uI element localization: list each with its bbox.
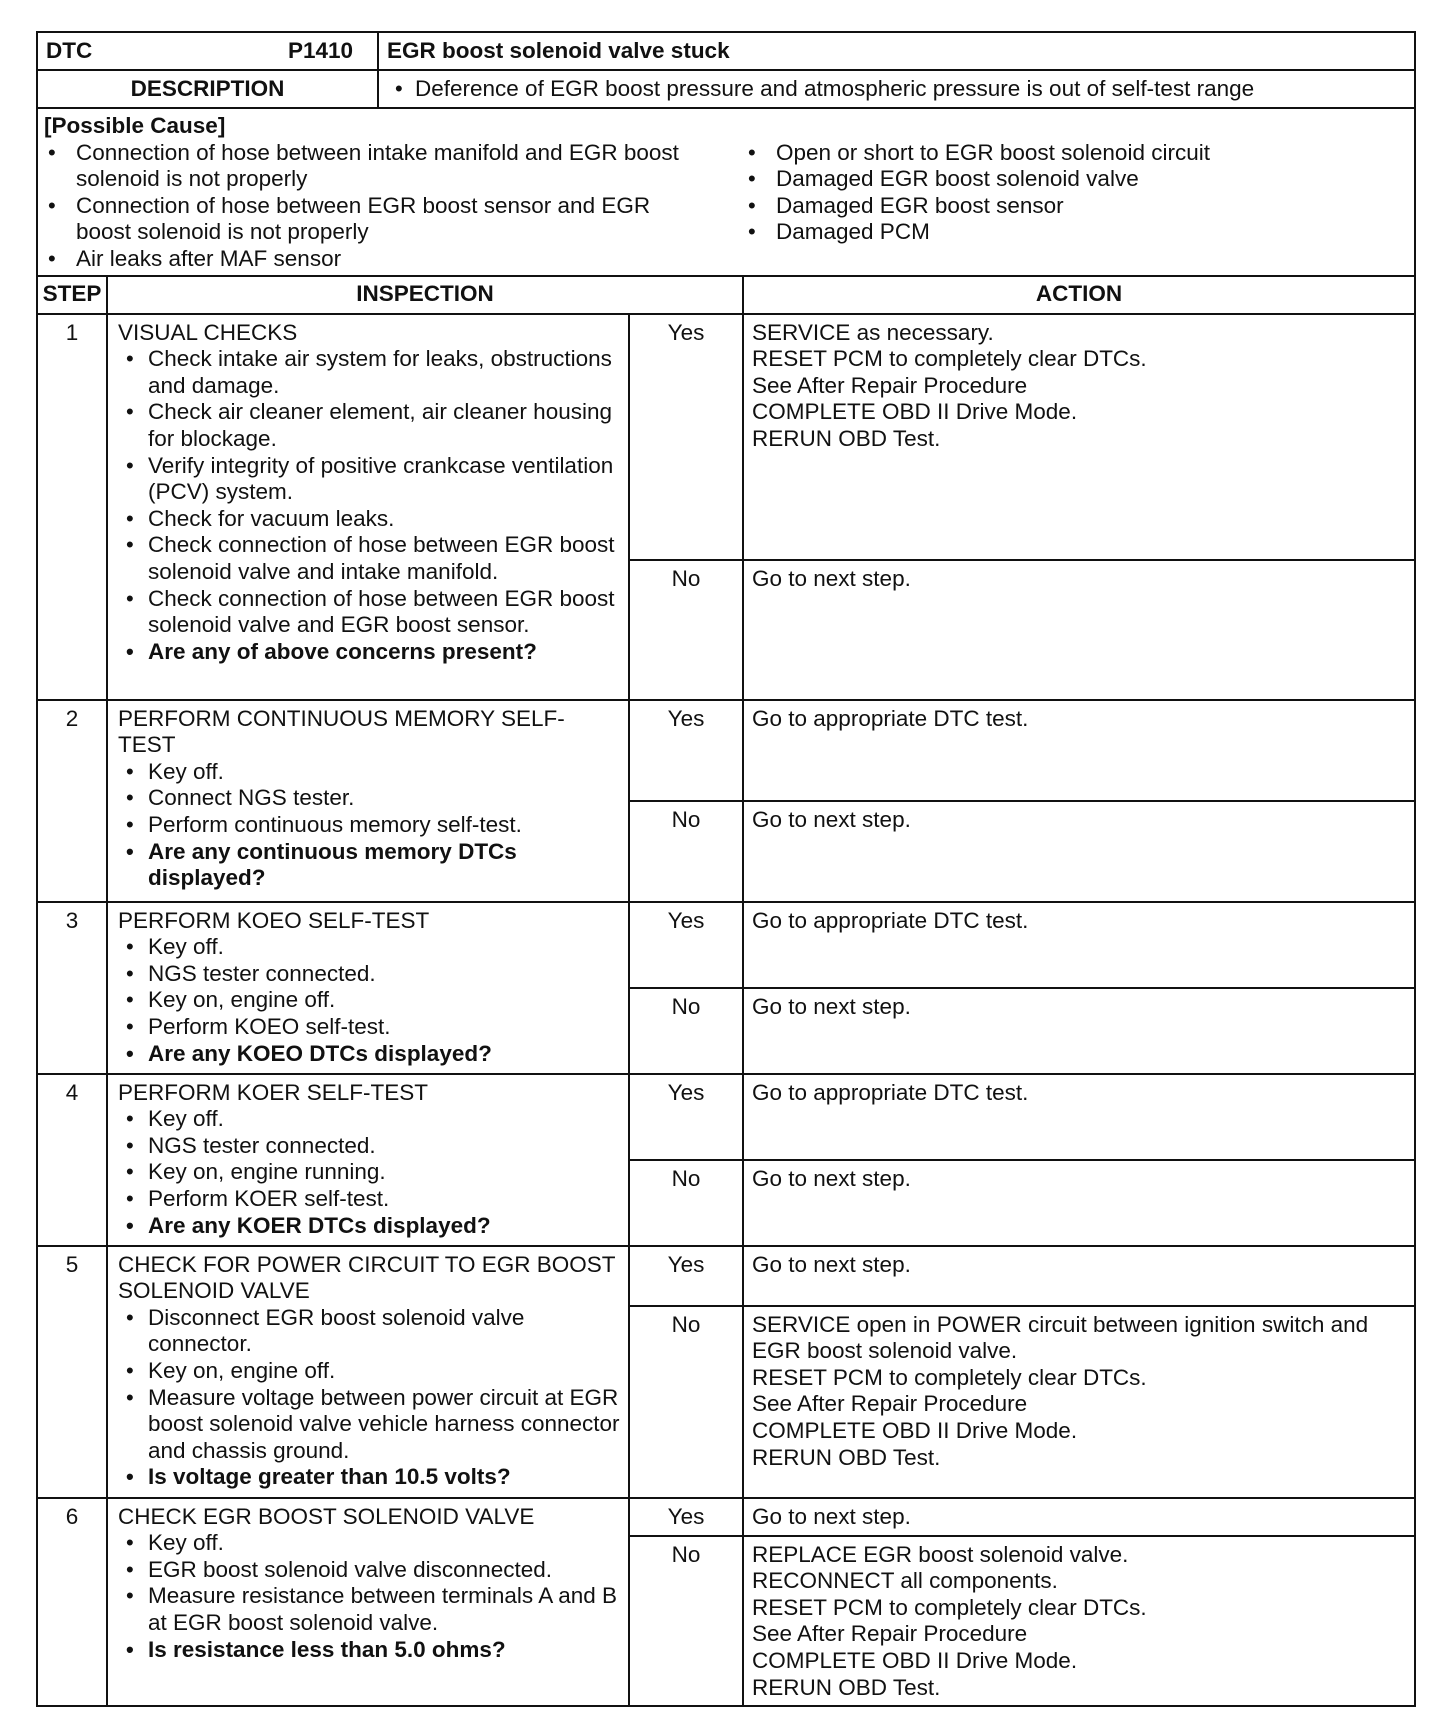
inspection-question: • Is resistance less than 5.0 ohms? <box>118 1637 620 1664</box>
no-label: No <box>629 1160 743 1246</box>
cause-item: • Connection of hose between intake manifold and EGR boost solenoid is not properly <box>44 140 684 193</box>
yes-action <box>743 1074 1415 1160</box>
step-title: CHECK FOR POWER CIRCUIT TO EGR BOOST SOLENOID VALVE <box>118 1251 616 1304</box>
cause-item: • Damaged PCM <box>744 219 1210 246</box>
yes-action <box>743 700 1415 801</box>
inspection-item: • Check connection of hose between EGR boost solenoid valve and intake manifold. <box>118 532 620 585</box>
action-line: REPLACE EGR boost solenoid valve. <box>752 1541 1129 1567</box>
action-line: Go to appropriate DTC test. <box>752 705 1029 731</box>
inspection-item: • Key off. <box>118 934 620 961</box>
inspection-item: • Verify integrity of positive crankcase ventilation (PCV) system. <box>118 453 620 506</box>
inspection-item: • Measure resistance between terminals A and B at EGR boost solenoid valve. <box>118 1583 620 1636</box>
cause-item: • Damaged EGR boost solenoid valve <box>744 166 1210 193</box>
cause-item: • Air leaks after MAF sensor <box>44 246 684 273</box>
dtc-code-cell <box>37 32 378 70</box>
action-line: COMPLETE OBD II Drive Mode. <box>752 1417 1078 1443</box>
no-action <box>743 560 1415 700</box>
action-line: COMPLETE OBD II Drive Mode. <box>752 1647 1078 1673</box>
action-line: Go to next step. <box>752 993 911 1019</box>
possible-cause-label: [Possible Cause] <box>44 113 226 138</box>
description-label: DESCRIPTION <box>37 70 378 108</box>
inspection-question: • Are any KOER DTCs displayed? <box>118 1213 620 1240</box>
action-line: See After Repair Procedure <box>752 1391 1028 1417</box>
inspection-item: • Perform continuous memory self-test. <box>118 812 620 839</box>
inspection-item: • Check intake air system for leaks, obstructions and damage. <box>118 346 620 399</box>
step-number: 2 <box>37 700 107 902</box>
yes-label: Yes <box>629 1246 743 1306</box>
dtc-title: EGR boost solenoid valve stuck <box>378 32 1415 70</box>
step-title: PERFORM CONTINUOUS MEMORY SELF-TEST <box>118 705 565 758</box>
inspection-item: • Disconnect EGR boost solenoid valve connector. <box>118 1305 620 1358</box>
no-action <box>743 1536 1415 1707</box>
yes-label: Yes <box>629 1498 743 1536</box>
inspection-item: • NGS tester connected. <box>118 961 620 988</box>
dtc-procedure-sheet <box>36 31 1416 1707</box>
step-number: 3 <box>37 902 107 1074</box>
action-line: Go to appropriate DTC test. <box>752 907 1029 933</box>
inspection-question: • Are any KOEO DTCs displayed? <box>118 1041 620 1068</box>
inspection-item: • Connect NGS tester. <box>118 785 620 812</box>
action-line: Go to appropriate DTC test. <box>752 1079 1029 1105</box>
inspection-item: • Key off. <box>118 1530 620 1557</box>
cause-item: • Connection of hose between EGR boost sensor and EGR boost solenoid is not properly <box>44 193 684 246</box>
possible-cause-section <box>37 108 1415 276</box>
possible-cause-list-right <box>744 140 1210 273</box>
no-label: No <box>629 1306 743 1498</box>
inspection-item: • Key off. <box>118 759 620 786</box>
action-line: RESET PCM to completely clear DTCs. <box>752 346 1147 372</box>
dtc-header-table <box>36 31 1416 109</box>
inspection-item: • Perform KOEO self-test. <box>118 1014 620 1041</box>
yes-action <box>743 902 1415 988</box>
no-action <box>743 988 1415 1074</box>
yes-label: Yes <box>629 700 743 801</box>
inspection-question: • Are any continuous memory DTCs displayed? <box>118 839 620 892</box>
action-line: RERUN OBD Test. <box>752 1444 941 1470</box>
inspection-item: • Check connection of hose between EGR boost solenoid valve and EGR boost sensor. <box>118 586 620 639</box>
step-title: PERFORM KOER SELF-TEST <box>118 1079 429 1105</box>
action-line: See After Repair Procedure <box>752 372 1028 398</box>
inspection-column-header: INSPECTION <box>107 276 743 314</box>
step-number: 1 <box>37 314 107 700</box>
action-line: See After Repair Procedure <box>752 1621 1028 1647</box>
action-column-header: ACTION <box>743 276 1415 314</box>
action-line: RERUN OBD Test. <box>752 1674 941 1700</box>
step-number: 6 <box>37 1498 107 1707</box>
inspection-question: • Are any of above concerns present? <box>118 639 620 666</box>
inspection-question: • Is voltage greater than 10.5 volts? <box>118 1464 620 1491</box>
inspection-item: • Perform KOER self-test. <box>118 1186 620 1213</box>
no-action <box>743 1160 1415 1246</box>
inspection-item: • Key on, engine off. <box>118 1358 620 1385</box>
step-inspection <box>107 1074 629 1246</box>
action-line: Go to next step. <box>752 565 911 591</box>
yes-label: Yes <box>629 902 743 988</box>
inspection-item: • Measure voltage between power circuit at EGR boost solenoid valve vehicle harness connector and chassis ground. <box>118 1385 620 1465</box>
inspection-item: • Check air cleaner element, air cleaner housing for blockage. <box>118 399 620 452</box>
action-line: Go to next step. <box>752 1165 911 1191</box>
yes-action <box>743 1498 1415 1536</box>
step-inspection <box>107 902 629 1074</box>
inspection-item: • Key on, engine off. <box>118 987 620 1014</box>
no-label: No <box>629 801 743 902</box>
inspection-item: • Key off. <box>118 1106 620 1133</box>
description-cell <box>378 70 1415 108</box>
yes-action <box>743 314 1415 560</box>
step-title: CHECK EGR BOOST SOLENOID VALVE <box>118 1503 535 1529</box>
no-action <box>743 1306 1415 1498</box>
action-line: Go to next step. <box>752 1503 911 1529</box>
action-line: RESET PCM to completely clear DTCs. <box>752 1364 1147 1390</box>
action-line: SERVICE as necessary. <box>752 319 994 345</box>
action-line: SERVICE open in POWER circuit between ignition switch and EGR boost solenoid valve. <box>752 1311 1369 1364</box>
dtc-code: P1410 <box>287 37 353 63</box>
no-label: No <box>629 988 743 1074</box>
yes-action <box>743 1246 1415 1306</box>
step-title: PERFORM KOEO SELF-TEST <box>118 907 430 933</box>
possible-cause-list-left <box>44 140 684 273</box>
action-line: RECONNECT all components. <box>752 1568 1058 1594</box>
inspection-item: • Check for vacuum leaks. <box>118 506 620 533</box>
step-inspection <box>107 1246 629 1498</box>
yes-label: Yes <box>629 314 743 560</box>
no-action <box>743 801 1415 902</box>
inspection-table <box>36 107 1416 1707</box>
step-number: 4 <box>37 1074 107 1246</box>
action-line: RESET PCM to completely clear DTCs. <box>752 1594 1147 1620</box>
dtc-label: DTC <box>46 37 93 63</box>
cause-item: • Open or short to EGR boost solenoid circuit <box>744 140 1210 167</box>
inspection-item: • EGR boost solenoid valve disconnected. <box>118 1557 620 1584</box>
step-inspection <box>107 314 629 700</box>
no-label: No <box>629 1536 743 1707</box>
step-column-header: STEP <box>37 276 107 314</box>
description-text: • Deference of EGR boost pressure and atmospheric pressure is out of self-test range <box>387 76 1406 103</box>
step-inspection <box>107 700 629 902</box>
cause-item: • Damaged EGR boost sensor <box>744 193 1210 220</box>
no-label: No <box>629 560 743 700</box>
action-line: COMPLETE OBD II Drive Mode. <box>752 399 1078 425</box>
step-number: 5 <box>37 1246 107 1498</box>
action-line: Go to next step. <box>752 1251 911 1277</box>
step-inspection <box>107 1498 629 1707</box>
step-title: VISUAL CHECKS <box>118 319 298 345</box>
action-line: Go to next step. <box>752 806 911 832</box>
inspection-item: • Key on, engine running. <box>118 1159 620 1186</box>
action-line: RERUN OBD Test. <box>752 425 941 451</box>
yes-label: Yes <box>629 1074 743 1160</box>
inspection-item: • NGS tester connected. <box>118 1133 620 1160</box>
